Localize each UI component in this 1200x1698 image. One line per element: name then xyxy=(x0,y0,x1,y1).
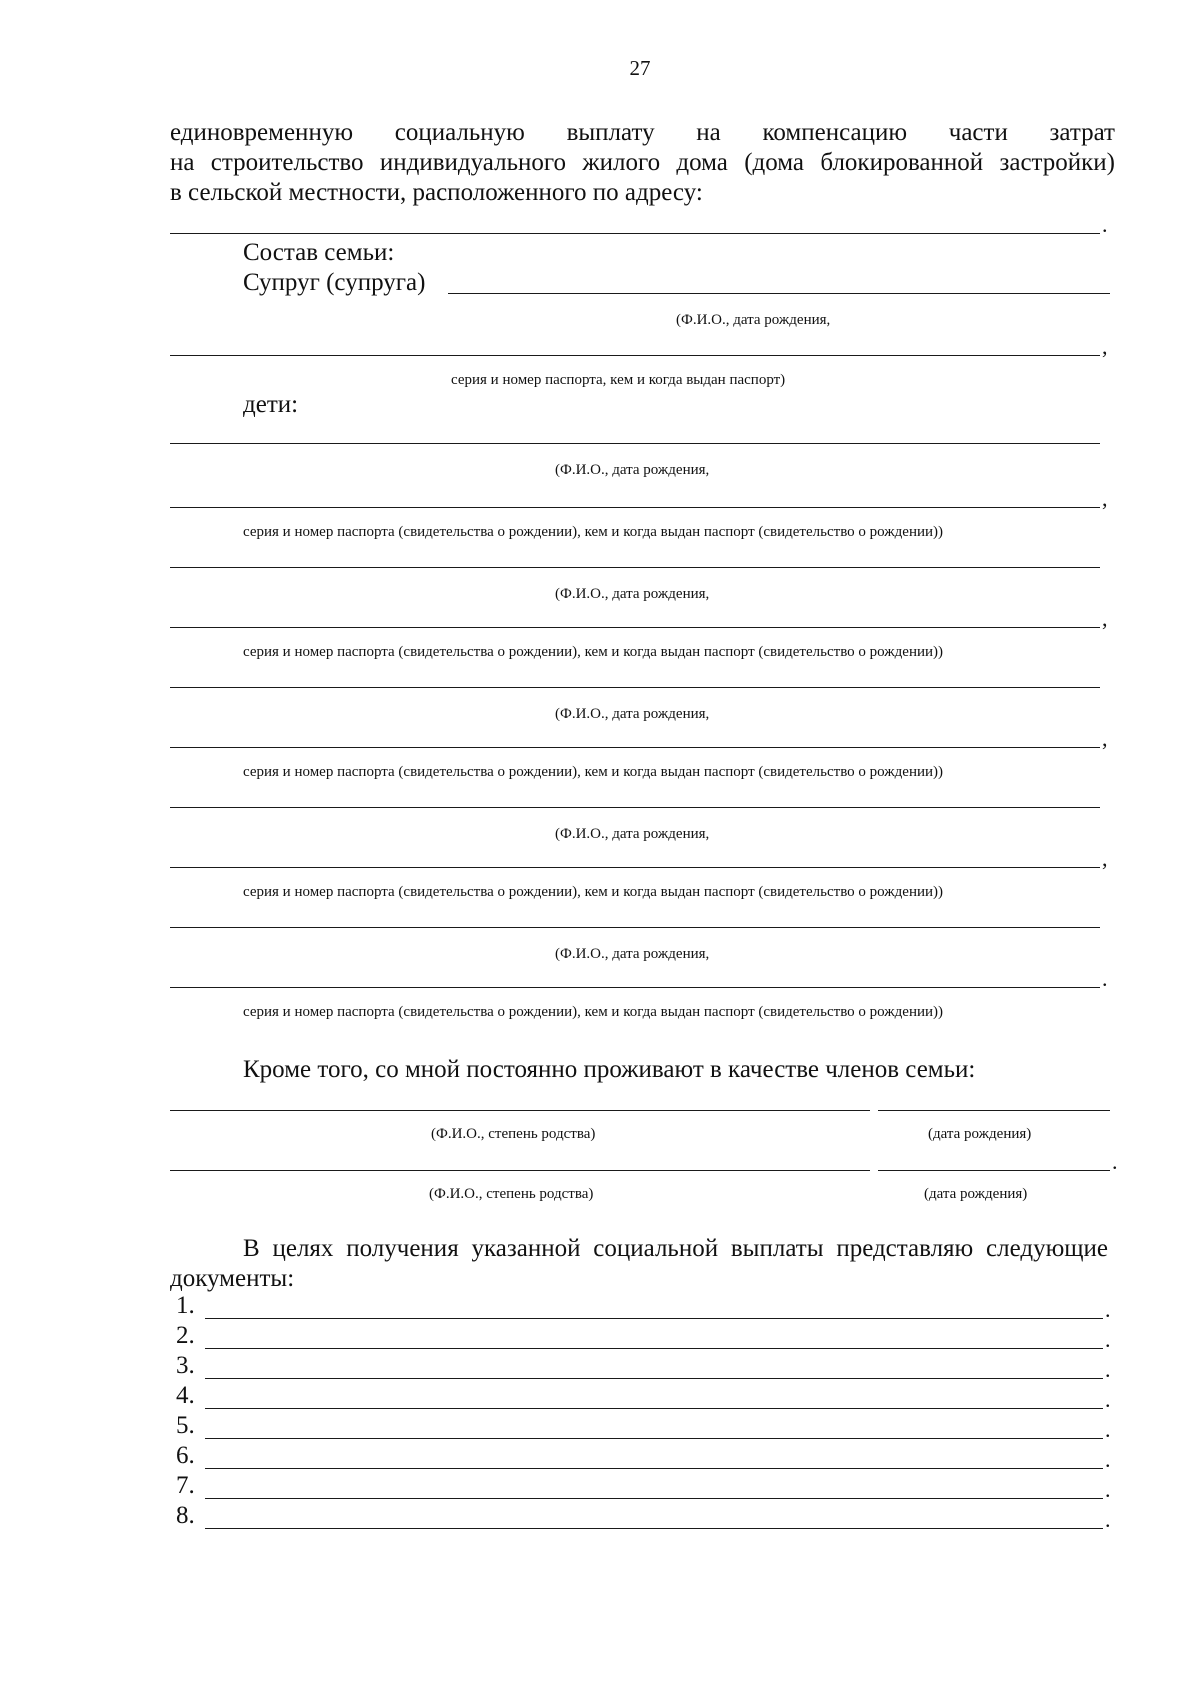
document-item-period: . xyxy=(1105,1327,1111,1352)
document-item-number: 7. xyxy=(176,1472,195,1499)
spouse-hint-1: (Ф.И.О., дата рождения, xyxy=(676,312,831,328)
child-hint-2: серия и номер паспорта (свидетельства о рождении), кем и когда выдан паспорт (свидетельство о рождении)) xyxy=(243,884,944,900)
document-item-period: . xyxy=(1105,1507,1111,1532)
document-item-line[interactable] xyxy=(205,1498,1103,1499)
child-name-line[interactable] xyxy=(170,927,1100,928)
child-comma: , xyxy=(1102,726,1108,751)
other-member-name-line[interactable] xyxy=(170,1170,870,1171)
document-item-line[interactable] xyxy=(205,1378,1103,1379)
intro-line-2: на строительство индивидуального жилого дома (дома блокированной застройки) xyxy=(170,149,1115,176)
child-name-line[interactable] xyxy=(170,807,1100,808)
document-item-number: 6. xyxy=(176,1442,195,1469)
document-item-period: . xyxy=(1105,1447,1111,1472)
child-hint-2: серия и номер паспорта (свидетельства о рождении), кем и когда выдан паспорт (свидетельство о рождении)) xyxy=(243,764,944,780)
document-item-period: . xyxy=(1105,1417,1111,1442)
child-hint-1: (Ф.И.О., дата рождения, xyxy=(555,706,710,722)
other-member-name-line[interactable] xyxy=(170,1110,870,1111)
child-comma: , xyxy=(1102,486,1108,511)
child-name-line[interactable] xyxy=(170,567,1100,568)
child-passport-line[interactable] xyxy=(170,987,1100,988)
document-item-period: . xyxy=(1105,1297,1111,1322)
child-passport-line[interactable] xyxy=(170,627,1100,628)
document-item-period: . xyxy=(1105,1357,1111,1382)
address-period: . xyxy=(1102,212,1108,237)
spouse-comma: , xyxy=(1102,334,1108,359)
child-hint-1: (Ф.И.О., дата рождения, xyxy=(555,586,710,602)
child-comma: , xyxy=(1102,846,1108,871)
family-heading: Состав семьи: xyxy=(243,239,395,266)
other-member-hint-date: (дата рождения) xyxy=(924,1186,1028,1202)
document-item-number: 5. xyxy=(176,1412,195,1439)
spouse-passport-line[interactable] xyxy=(170,355,1100,356)
child-hint-1: (Ф.И.О., дата рождения, xyxy=(555,462,710,478)
others-heading: Кроме того, со мной постоянно проживают в качестве членов семьи: xyxy=(243,1056,976,1083)
child-passport-line[interactable] xyxy=(170,507,1100,508)
child-hint-2: серия и номер паспорта (свидетельства о рождении), кем и когда выдан паспорт (свидетельство о рождении)) xyxy=(243,524,944,540)
spouse-hint-2: серия и номер паспорта, кем и когда выдан паспорт) xyxy=(451,372,786,388)
child-passport-line[interactable] xyxy=(170,867,1100,868)
spouse-name-line[interactable] xyxy=(448,293,1110,294)
other-member-hint-name: (Ф.И.О., степень родства) xyxy=(431,1126,596,1142)
child-comma: , xyxy=(1102,606,1108,631)
address-line[interactable] xyxy=(170,233,1100,234)
intro-line-3: в сельской местности, расположенного по адресу: xyxy=(170,179,703,206)
other-member-date-line[interactable] xyxy=(878,1110,1110,1111)
document-item-line[interactable] xyxy=(205,1408,1103,1409)
document-item-number: 8. xyxy=(176,1502,195,1529)
child-name-line[interactable] xyxy=(170,443,1100,444)
children-label: дети: xyxy=(243,391,299,418)
document-item-period: . xyxy=(1105,1387,1111,1412)
documents-intro-line-2: документы: xyxy=(170,1265,295,1292)
page-number: 27 xyxy=(629,56,651,80)
document-item-line[interactable] xyxy=(205,1468,1103,1469)
document-item-line[interactable] xyxy=(205,1348,1103,1349)
child-hint-2: серия и номер паспорта (свидетельства о рождении), кем и когда выдан паспорт (свидетельство о рождении)) xyxy=(243,1004,944,1020)
other-member-hint-date: (дата рождения) xyxy=(928,1126,1032,1142)
document-item-line[interactable] xyxy=(205,1438,1103,1439)
spouse-label: Супруг (супруга) xyxy=(243,269,426,296)
document-item-number: 2. xyxy=(176,1322,195,1349)
intro-line-1: единовременную социальную выплату на компенсацию части затрат xyxy=(170,119,1115,146)
child-hint-1: (Ф.И.О., дата рождения, xyxy=(555,946,710,962)
other-member-period: . xyxy=(1112,1149,1118,1174)
document-item-number: 1. xyxy=(176,1292,195,1319)
document-item-line[interactable] xyxy=(205,1318,1103,1319)
child-period: . xyxy=(1102,966,1108,991)
other-member-date-line[interactable] xyxy=(878,1170,1110,1171)
child-name-line[interactable] xyxy=(170,687,1100,688)
document-item-number: 4. xyxy=(176,1382,195,1409)
documents-intro-line-1: В целях получения указанной социальной выплаты представляю следующие xyxy=(243,1235,1108,1262)
document-item-number: 3. xyxy=(176,1352,195,1379)
document-item-period: . xyxy=(1105,1477,1111,1502)
child-hint-1: (Ф.И.О., дата рождения, xyxy=(555,826,710,842)
document-item-line[interactable] xyxy=(205,1528,1103,1529)
child-hint-2: серия и номер паспорта (свидетельства о рождении), кем и когда выдан паспорт (свидетельство о рождении)) xyxy=(243,644,944,660)
child-passport-line[interactable] xyxy=(170,747,1100,748)
other-member-hint-name: (Ф.И.О., степень родства) xyxy=(429,1186,594,1202)
